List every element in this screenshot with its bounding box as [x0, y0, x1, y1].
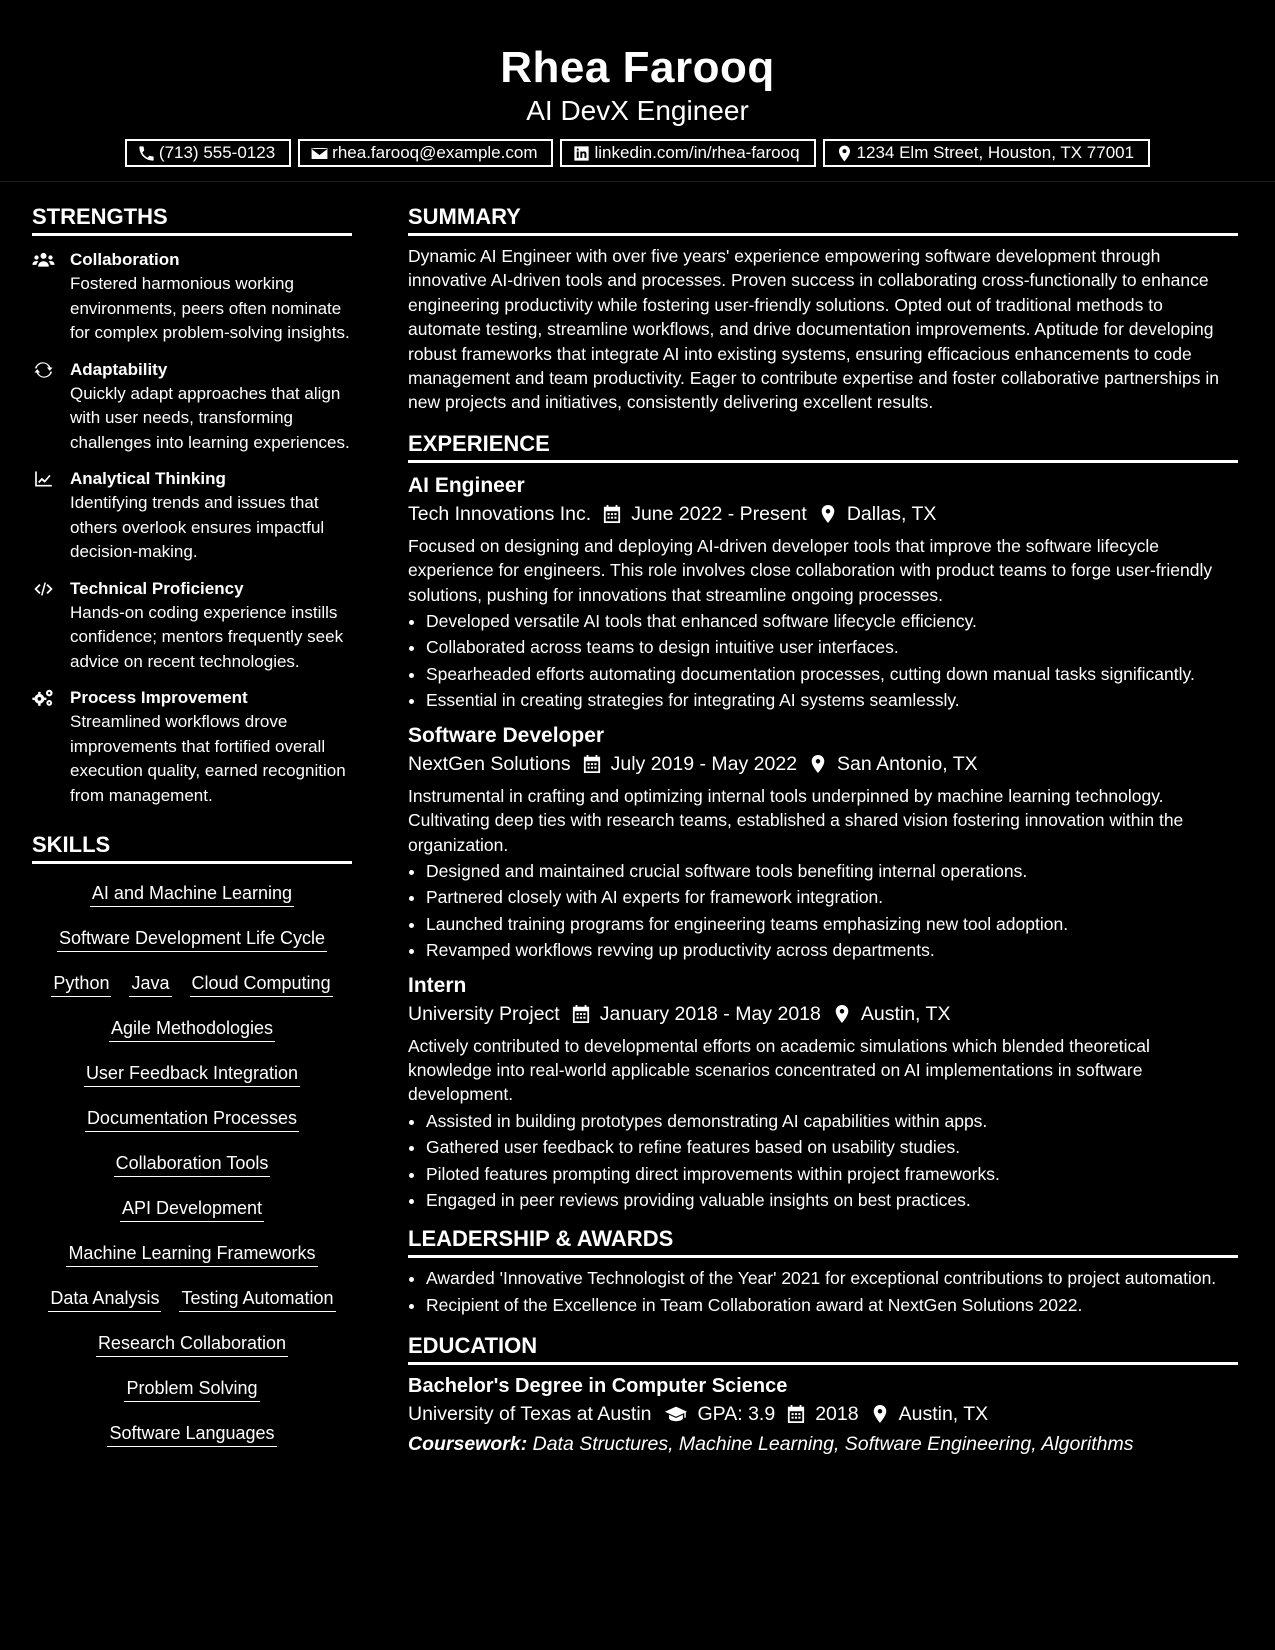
- contact-address[interactable]: [823, 139, 1151, 167]
- skill-tag: AI and Machine Learning: [90, 882, 294, 907]
- skill-row: [32, 872, 352, 917]
- skill-tag: Documentation Processes: [85, 1107, 299, 1132]
- strength-item: [32, 248, 352, 346]
- list-item: • Essential in creating strategies for integrating AI systems seamlessly.: [426, 688, 1238, 712]
- job-meta: [408, 499, 1238, 529]
- location-pin-icon: [835, 144, 854, 163]
- list-item: • Launched training programs for engineering teams emphasizing new tool adoption.: [426, 912, 1238, 936]
- job-dates: January 2018 - May 2018: [599, 1002, 821, 1025]
- skill-tag: Problem Solving: [124, 1377, 259, 1402]
- skill-tag: Java: [129, 972, 171, 997]
- education-degree: Bachelor's Degree in Computer Science: [408, 1375, 788, 1398]
- chart-line-icon: [32, 467, 70, 565]
- list-item: • Piloted features prompting direct improvements within project frameworks.: [426, 1162, 1238, 1186]
- job-description: Instrumental in crafting and optimizing internal tools underpinned by machine learning technology. Cultivating deep ties with research teams, established a shared vision fostering innovation within the organization.: [408, 785, 1184, 855]
- list-item: • Collaborated across teams to design intuitive user interfaces.: [426, 635, 1238, 659]
- education-heading: EDUCATION: [408, 1333, 1238, 1365]
- cogs-icon: [32, 686, 70, 808]
- strengths-heading: STRENGTHS: [32, 204, 352, 236]
- skill-tag: Agile Methodologies: [109, 1017, 275, 1042]
- skill-tag: Collaboration Tools: [114, 1152, 271, 1177]
- location-pin-icon: [819, 504, 837, 524]
- education-gpa: GPA: 3.9: [697, 1403, 776, 1426]
- candidate-title: AI DevX Engineer: [526, 95, 749, 126]
- coursework-list: Data Structures, Machine Learning, Software Engineering, Algorithms: [532, 1433, 1134, 1456]
- calendar-icon: [572, 1004, 590, 1024]
- skill-row: [32, 962, 352, 1007]
- candidate-name: Rhea Farooq: [500, 43, 775, 92]
- summary-heading: SUMMARY: [408, 204, 1238, 236]
- skill-row: [32, 1097, 352, 1142]
- education-school: University of Texas at Austin: [408, 1403, 652, 1426]
- skill-tag: API Development: [120, 1197, 264, 1222]
- education-year: 2018: [815, 1403, 859, 1426]
- skill-row: [32, 1187, 352, 1232]
- skill-row: [32, 1052, 352, 1097]
- job-company: University Project: [408, 1002, 560, 1025]
- left-column: [32, 182, 352, 1459]
- list-item: • Partnered closely with AI experts for framework integration.: [426, 885, 1238, 909]
- resume-header: [0, 0, 1275, 167]
- strength-item: [32, 358, 352, 456]
- contact-email[interactable]: [298, 139, 553, 167]
- code-icon: [32, 577, 70, 675]
- job-title: Software Developer: [408, 723, 605, 747]
- resume-body: [0, 182, 1275, 1459]
- graduation-cap-icon: [664, 1404, 688, 1424]
- sync-icon: [32, 358, 70, 456]
- strength-desc: Fostered harmonious working environments, peers often nominate for complex problem-solving insights.: [70, 274, 350, 342]
- list-item: • Awarded 'Innovative Technologist of the Year' 2021 for exceptional contributions to project automation.: [426, 1266, 1238, 1290]
- list-item: • Engaged in peer reviews providing valuable insights on best practices.: [426, 1188, 1238, 1212]
- job-bullets: [408, 1109, 1238, 1213]
- job-description: Focused on designing and deploying AI-driven developer tools that improve the software lifecycle experience for engineers. This role involves close collaboration with product teams to forge user-friendly solutions, pushing for innovations that streamline ongoing processes.: [408, 535, 1213, 605]
- strength-name: Adaptability: [70, 359, 168, 379]
- education-location: Austin, TX: [898, 1403, 989, 1426]
- skill-tag: Python: [51, 972, 111, 997]
- right-column: [408, 182, 1238, 1459]
- job-company: Tech Innovations Inc.: [408, 502, 592, 525]
- job-meta: [408, 999, 1238, 1029]
- job-bullets: [408, 859, 1238, 963]
- list-item: • Gathered user feedback to refine features based on usability studies.: [426, 1135, 1238, 1159]
- strength-name: Collaboration: [70, 250, 180, 269]
- summary-text: Dynamic AI Engineer with over five years' experience empowering software development through innovative AI-driven tools and processes. Proven success in collaborating cross-functionally to enhance engineering productivity while fostering user-friendly solutions. Opted out of traditional methods to automate testing, streamline workflows, and drive documentation improvements. Aptitude for developing robust frameworks that integrate AI into existing systems, ensuring efficacious enhancements to code management and team productivity. Eager to contribute expertise and foster collaborative partnerships in new projects and initiatives, consistently delivering excellent results.: [408, 246, 1219, 413]
- skill-row: [32, 1367, 352, 1412]
- list-item: • Developed versatile AI tools that enhanced software lifecycle efficiency.: [426, 609, 1238, 633]
- job-meta: [408, 749, 1238, 779]
- contact-linkedin[interactable]: [560, 139, 815, 167]
- job-dates: June 2022 - Present: [631, 502, 807, 525]
- skill-tag: Research Collaboration: [96, 1332, 288, 1357]
- skill-tag: Cloud Computing: [190, 972, 333, 997]
- job-description: Actively contributed to developmental efforts on academic simulations which blended theoretical knowledge into real-world applicable scenarios concentrated on AI implementations in software development.: [408, 1035, 1150, 1105]
- skill-row: [32, 1142, 352, 1187]
- skill-row: [32, 1232, 352, 1277]
- list-item: • Assisted in building prototypes demonstrating AI capabilities within apps.: [426, 1109, 1238, 1133]
- contact-email-text: rhea.farooq@example.com: [332, 143, 538, 162]
- list-item: • Recipient of the Excellence in Team Collaboration award at NextGen Solutions 2022.: [426, 1293, 1238, 1317]
- contact-linkedin-text: linkedin.com/in/rhea-farooq: [594, 143, 800, 162]
- skill-row: [32, 1322, 352, 1367]
- contact-address-text: 1234 Elm Street, Houston, TX 77001: [856, 143, 1135, 162]
- strength-item: [32, 686, 352, 808]
- job-company: NextGen Solutions: [408, 752, 571, 775]
- location-pin-icon: [809, 754, 827, 774]
- experience-list: [408, 473, 1238, 1213]
- education-meta: [408, 1399, 1238, 1429]
- list-item: • Designed and maintained crucial software tools benefiting internal operations.: [426, 859, 1238, 883]
- strength-desc: Hands-on coding experience instills confidence; mentors frequently seek advice on recent technologies.: [70, 602, 344, 671]
- strength-name: Technical Proficiency: [70, 578, 244, 598]
- calendar-icon: [583, 754, 601, 774]
- location-pin-icon: [833, 1004, 851, 1024]
- contact-bar: [0, 139, 1275, 167]
- leadership-list: [408, 1266, 1238, 1317]
- linkedin-icon: [572, 144, 591, 163]
- location-pin-icon: [871, 1404, 889, 1424]
- coursework: [408, 1429, 1238, 1459]
- job-title: Intern: [408, 973, 467, 997]
- job-entry: [408, 723, 1238, 963]
- calendar-icon: [603, 504, 621, 524]
- skill-row: [32, 1277, 352, 1322]
- job-entry: [408, 973, 1238, 1213]
- list-item: • Spearheaded efforts automating documentation processes, cutting down manual tasks significantly.: [426, 662, 1238, 686]
- skill-tag: Software Development Life Cycle: [57, 927, 327, 952]
- strength-name: Process Improvement: [70, 688, 248, 707]
- contact-phone[interactable]: [125, 139, 291, 167]
- skills-heading: SKILLS: [32, 832, 352, 864]
- skill-row: [32, 1007, 352, 1052]
- job-location: Austin, TX: [860, 1002, 951, 1025]
- skill-tag: Data Analysis: [48, 1287, 161, 1312]
- skill-tag: User Feedback Integration: [84, 1062, 300, 1087]
- skill-row: [32, 917, 352, 962]
- job-title: AI Engineer: [408, 473, 525, 497]
- skill-row: [32, 1412, 352, 1457]
- skills-list: [32, 864, 352, 1457]
- email-icon: [310, 144, 329, 163]
- calendar-icon: [787, 1404, 805, 1424]
- leadership-heading: LEADERSHIP & AWARDS: [408, 1226, 1238, 1258]
- strength-desc: Identifying trends and issues that others overlook ensures impactful decision-making.: [70, 493, 325, 561]
- skill-tag: Software Languages: [107, 1422, 276, 1447]
- strength-item: [32, 467, 352, 565]
- skill-tag: Testing Automation: [179, 1287, 335, 1312]
- job-location: San Antonio, TX: [837, 752, 978, 775]
- users-icon: [32, 248, 70, 346]
- strength-name: Analytical Thinking: [70, 469, 226, 488]
- job-bullets: [408, 609, 1238, 713]
- strength-desc: Quickly adapt approaches that align with user needs, transforming challenges into learning experiences.: [70, 383, 350, 452]
- job-dates: July 2019 - May 2022: [610, 752, 798, 775]
- job-location: Dallas, TX: [846, 502, 937, 525]
- skill-tag: Machine Learning Frameworks: [66, 1242, 317, 1267]
- list-item: • Revamped workflows revving up productivity across departments.: [426, 938, 1238, 962]
- coursework-label: Coursework:: [408, 1433, 528, 1456]
- contact-phone-text: (713) 555-0123: [158, 143, 276, 162]
- strength-item: [32, 577, 352, 675]
- job-entry: [408, 473, 1238, 713]
- strength-desc: Streamlined workflows drove improvements that fortified overall execution quality, earned recognition from management.: [70, 712, 346, 805]
- experience-heading: EXPERIENCE: [408, 431, 1238, 463]
- phone-icon: [137, 144, 156, 163]
